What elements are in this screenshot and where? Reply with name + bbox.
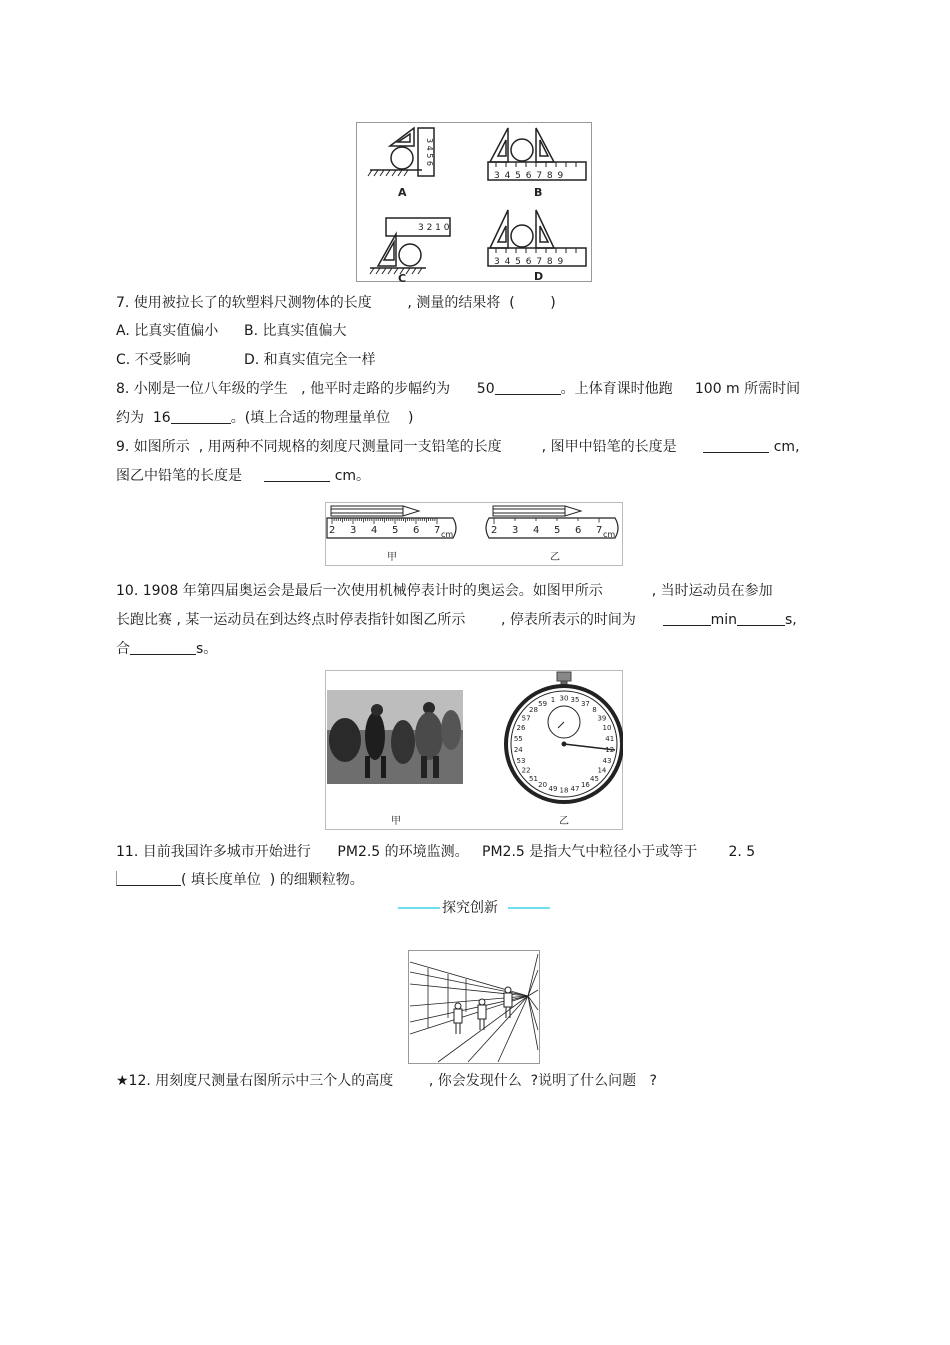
dial-number: 49 (548, 785, 558, 794)
dial-number: 14 (597, 766, 607, 775)
q7-option-d: D. 和真实值完全一样 (244, 352, 376, 368)
q7-option-b: B. 比真实值偏大 (244, 323, 347, 339)
dial-number: 53 (516, 756, 526, 765)
scale-c-label: 3 2 1 0 (418, 223, 450, 233)
figure-q12 (408, 950, 540, 1064)
q11-text-a: 11. 目前我国许多城市开始进行 (116, 844, 311, 860)
q11-text-e: ( 填长度单位 ) 的细颗粒物。 (181, 872, 364, 888)
dial-number: 39 (597, 714, 607, 723)
q10-caption-left: 甲 (391, 816, 401, 827)
ruler-left-tick-6: 6 (413, 525, 420, 536)
q8-text-d: 。上体育课时他跑 (560, 381, 673, 397)
dial-number: 37 (580, 699, 590, 708)
dial-number: 22 (521, 766, 531, 775)
label-c: C (398, 272, 407, 282)
dial-number: 47 (570, 785, 580, 794)
q10-blank-total[interactable] (130, 640, 196, 655)
q10-line3 (116, 639, 217, 659)
section-line-left (398, 907, 440, 909)
q10-text-h: s。 (196, 641, 218, 657)
ruler-right-unit: cm (603, 530, 616, 539)
dial-number: 45 (590, 774, 599, 783)
q10-text-e: min (710, 612, 737, 628)
q8-line1 (116, 379, 800, 399)
dial-number: 18 (559, 786, 569, 795)
q11-line2 (116, 870, 364, 890)
dial-number: 57 (521, 714, 531, 723)
figure-q6 (356, 122, 592, 282)
q10-text-b: , 当时运动员在参加 (651, 583, 773, 599)
ruler-left-tick-2: 2 (329, 525, 336, 536)
ruler-right-tick-3: 3 (512, 525, 519, 536)
dial-number: 43 (602, 756, 612, 765)
q8-text-b: , 他平时走路的步幅约为 (301, 381, 451, 397)
q8-text-c: 50 (476, 381, 495, 397)
ruler-right-tick-7: 7 (596, 525, 603, 536)
figure-q10-drawing (325, 670, 623, 830)
ruler-right-tick-4: 4 (533, 525, 540, 536)
q8-text-g: 。(填上合适的物理量单位 ) (230, 410, 414, 426)
label-d: D (534, 270, 544, 282)
q8-blank-2[interactable] (171, 409, 231, 424)
q11-text-b: PM2.5 的环境监测。 (337, 844, 469, 860)
scale-a-label: 3 4 5 6 (425, 138, 434, 166)
q9-line1 (116, 437, 800, 457)
q10-text-f: s, (784, 612, 797, 628)
q8-line2 (116, 408, 413, 428)
q9-text-b: , 图甲中铅笔的长度是 (541, 439, 677, 455)
q9-caption-left: 甲 (387, 552, 397, 563)
dial-number: 41 (605, 735, 615, 743)
q7-stem-b: , 测量的结果将 ( ) (407, 295, 556, 311)
q12-text-a: ★12. 用刻度尺测量右图所示中三个人的高度 (116, 1073, 394, 1089)
scale-d-label: 3 4 5 6 7 8 9 (494, 257, 565, 267)
q9-text-e: cm。 (334, 468, 371, 484)
q9-text-a: 9. 如图所示 , 用两种不同规格的刻度尺测量同一支铅笔的长度 (116, 439, 502, 455)
dial-number: 55 (513, 735, 523, 743)
q12-text (116, 1071, 657, 1091)
q9-blank-2[interactable] (264, 467, 330, 482)
dial-number: 59 (538, 699, 548, 708)
q10-text-g: 合 (116, 641, 130, 657)
q11-text-d: 2. 5 (728, 844, 756, 860)
q9-caption-right: 乙 (550, 552, 560, 563)
q7-stem-a: 7. 使用被拉长了的软塑料尺测物体的长度 (116, 295, 372, 311)
figure-q12-drawing (408, 950, 540, 1064)
q7-options-row2 (116, 350, 376, 370)
ruler-left-tick-7: 7 (434, 525, 441, 536)
q7-options-row1 (116, 321, 347, 341)
ruler-right-tick-6: 6 (575, 525, 582, 536)
dial-number: 26 (516, 724, 526, 733)
q10-caption-right: 乙 (559, 816, 569, 827)
figure-q10 (325, 670, 623, 830)
q10-text-a: 10. 1908 年第四届奥运会是最后一次使用机械停表计时的奥运会。如图甲所示 (116, 583, 603, 599)
section-header (398, 898, 550, 918)
q11-text-c: PM2.5 是指大气中粒径小于或等于 (482, 844, 698, 860)
q7-option-c: C. 不受影响 (116, 352, 191, 368)
dial-number: 16 (580, 781, 590, 790)
dial-number: 20 (538, 781, 548, 790)
figure-q9-drawing (325, 502, 623, 566)
figure-q9 (325, 502, 623, 566)
q10-line1 (116, 581, 773, 601)
q9-text-c: cm, (773, 439, 800, 455)
q11-blank[interactable] (116, 871, 181, 886)
q11-line1 (116, 842, 755, 862)
section-title: 探究创新 (442, 900, 498, 916)
q9-text-d: 图乙中铅笔的长度是 (116, 468, 242, 484)
q8-text-e: 100 m 所需时间 (694, 381, 801, 397)
q7-option-a: A. 比真实值偏小 (116, 323, 219, 339)
q9-line2 (116, 466, 370, 486)
q10-text-c: 长跑比赛 , 某一运动员在到达终点时停表指针如图乙所示 (116, 612, 466, 628)
dial-number: 1 (550, 695, 556, 704)
dial-number: 30 (559, 694, 569, 703)
q8-text-a: 8. 小刚是一位八年级的学生 (116, 381, 288, 397)
dial-number: 12 (605, 746, 615, 754)
q8-blank-1[interactable] (495, 380, 561, 395)
ruler-left-tick-5: 5 (392, 525, 399, 536)
q10-blank-min[interactable] (663, 611, 711, 626)
q7-stem (116, 293, 556, 313)
dial-number: 35 (570, 695, 580, 704)
q10-blank-s[interactable] (737, 611, 785, 626)
dial-number: 51 (529, 774, 538, 783)
section-line-right (508, 907, 550, 909)
ruler-right-tick-5: 5 (554, 525, 561, 536)
runner-photo (327, 690, 463, 784)
ruler-left-tick-4: 4 (371, 525, 378, 536)
label-a: A (398, 186, 407, 199)
dial-number: 28 (529, 706, 538, 715)
dial-number: 24 (513, 746, 523, 754)
q12-text-b: , 你会发现什么 ?说明了什么问题 ? (428, 1073, 657, 1089)
dial-number: 10 (602, 724, 612, 733)
scale-b-label: 3 4 5 6 7 8 9 (494, 171, 565, 181)
dial-number: 8 (592, 706, 597, 715)
q9-blank-1[interactable] (703, 438, 769, 453)
ruler-right-tick-2: 2 (491, 525, 498, 536)
q10-line2 (116, 610, 797, 630)
ruler-left-unit: cm (441, 530, 454, 539)
label-b: B (534, 186, 543, 199)
q10-text-d: , 停表所表示的时间为 (500, 612, 636, 628)
ruler-left-tick-3: 3 (350, 525, 357, 536)
q8-text-f: 约为 16 (116, 410, 171, 426)
figure-q6-drawing (356, 122, 592, 282)
